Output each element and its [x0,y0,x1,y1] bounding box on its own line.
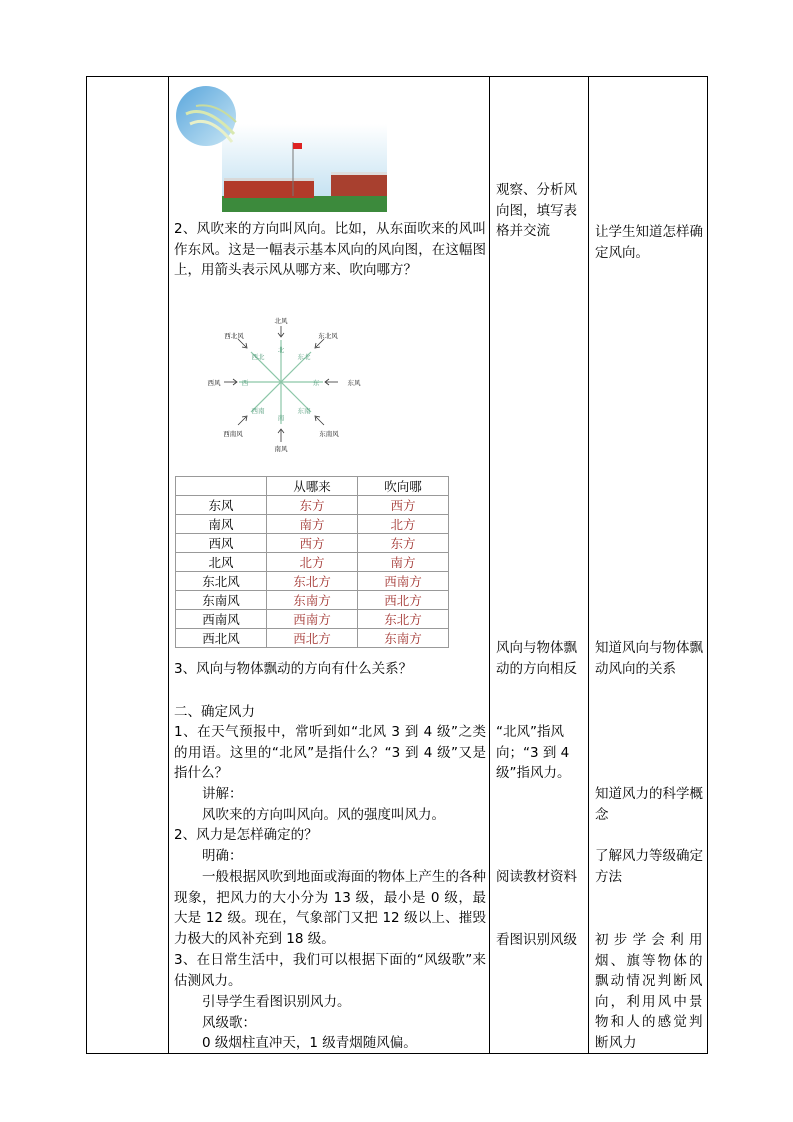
wind-from: 西北方 [267,629,358,648]
compass-center-south: 南 [277,414,285,422]
compass-center-southwest: 西南 [251,407,265,415]
compass-center-north: 北 [277,346,285,354]
compass-outer-southwest: 西南风 [223,430,243,438]
compass-center-southeast: 东南 [297,407,311,415]
table-row [176,496,449,515]
wind-to: 西北方 [358,591,449,610]
wind-name: 西南风 [176,610,267,629]
student-activity-4: 阅读教材资料 [496,869,577,885]
table-row [176,572,449,591]
wind-to: 北方 [358,515,449,534]
song-line-1: 0 级烟柱直冲天，1 级青烟随风偏。 [202,1035,417,1051]
table-header-cell: 从哪来 [267,477,358,496]
table-row [176,629,449,648]
purpose-1: 让学生知道怎样确定风向。 [595,224,703,261]
column-divider-1 [168,76,169,1054]
wind-from: 北方 [267,553,358,572]
student-activity-5: 看图识别风级 [496,932,577,948]
wind-name: 西北风 [176,629,267,648]
wind-from: 南方 [267,515,358,534]
wind-name: 东风 [176,496,267,515]
compass-outer-west: 西风 [207,379,221,387]
compass-outer-south: 南风 [274,445,288,453]
compass-center-east: 东 [312,379,320,387]
compass-center-northeast: 东北 [297,353,311,361]
wind-force-question-1: 1、在天气预报中，常听到如“北风 3 到 4 级”之类的用语。这里的“北风”是指什么？“3 到 4 级”又是指什么？ [174,724,486,781]
section-heading-wind-force: 二、确定风力 [174,704,255,720]
wind-to: 西方 [358,496,449,515]
wind-name: 东北风 [176,572,267,591]
wind-from: 东方 [267,496,358,515]
wind-name: 西风 [176,534,267,553]
wind-from: 西方 [267,534,358,553]
wind-name: 南风 [176,515,267,534]
wind-direction-paragraph: 2、风吹来的方向叫风向。比如，从东面吹来的风叫作东风。这是一幅表示基本风向的风向图，在这幅图上，用箭头表示风从哪方来、吹向哪方？ [174,221,486,278]
wind-to: 东方 [358,534,449,553]
wind-from: 西南方 [267,610,358,629]
student-activity-2: 风向与物体飘动的方向相反 [496,640,577,677]
compass-outer-east: 东风 [347,379,361,387]
wind-force-question-2: 2、风力是怎样确定的？ [174,827,318,843]
wind-name: 东南风 [176,591,267,610]
student-activity-3: “北风”指风向；“3 到 4 级”指风力。 [496,724,571,781]
clarify-label: 明确： [202,848,243,864]
column-divider-2 [489,76,490,1054]
explain-label: 讲解： [202,786,243,802]
purpose-5: 初步学会利用烟、旗等物体的飘动情况判断风向，利用风中景物和人的感觉判断风力 [595,932,703,1051]
table-row [176,534,449,553]
table-row [176,553,449,572]
wind-from: 东北方 [267,572,358,591]
compass-outer-northeast: 东北风 [318,332,338,340]
purpose-3: 知道风力的科学概念 [595,786,703,823]
wind-force-question-3: 3、在日常生活中，我们可以根据下面的“风级歌”来估测风力。 [174,952,486,989]
wind-to: 南方 [358,553,449,572]
student-activity-1: 观察、分析风向图，填写表格并交流 [496,182,577,239]
wind-direction-table [175,476,449,648]
wind-to: 东北方 [358,610,449,629]
compass-outer-north: 北风 [274,317,288,325]
compass-outer-northwest: 西北风 [224,332,244,340]
table-header-cell [176,477,267,496]
compass-center-northwest: 西北 [251,353,265,361]
school-wind-photo [176,84,390,214]
table-header-cell: 吹向哪 [358,477,449,496]
wind-direction-compass [196,312,366,456]
wind-to: 西南方 [358,572,449,591]
explain-text: 风吹来的方向叫风向。风的强度叫风力。 [202,807,445,823]
table-row [176,515,449,534]
question-3: 3、风向与物体飘动的方向有什么关系？ [174,661,413,677]
guide-text: 引导学生看图识别风力。 [202,994,351,1010]
compass-center-west: 西 [241,379,249,387]
table-row [176,610,449,629]
clarify-text: 一般根据风吹到地面或海面的物体上产生的各种现象，把风力的大小分为 13 级，最小是 0 级，最大是 12 级。现在，气象部门又把 12 级以上、摧毁力极大的风补充到 18 级。 [174,869,486,947]
table-row [176,591,449,610]
song-label: 风级歌： [202,1015,256,1031]
table-header-row [176,477,449,496]
column-divider-3 [588,76,589,1054]
wind-name: 北风 [176,553,267,572]
purpose-2: 知道风向与物体飘动风向的关系 [595,640,703,677]
wind-from: 东南方 [267,591,358,610]
wind-to: 东南方 [358,629,449,648]
compass-outer-southeast: 东南风 [319,430,339,438]
purpose-4: 了解风力等级确定方法 [595,848,703,885]
